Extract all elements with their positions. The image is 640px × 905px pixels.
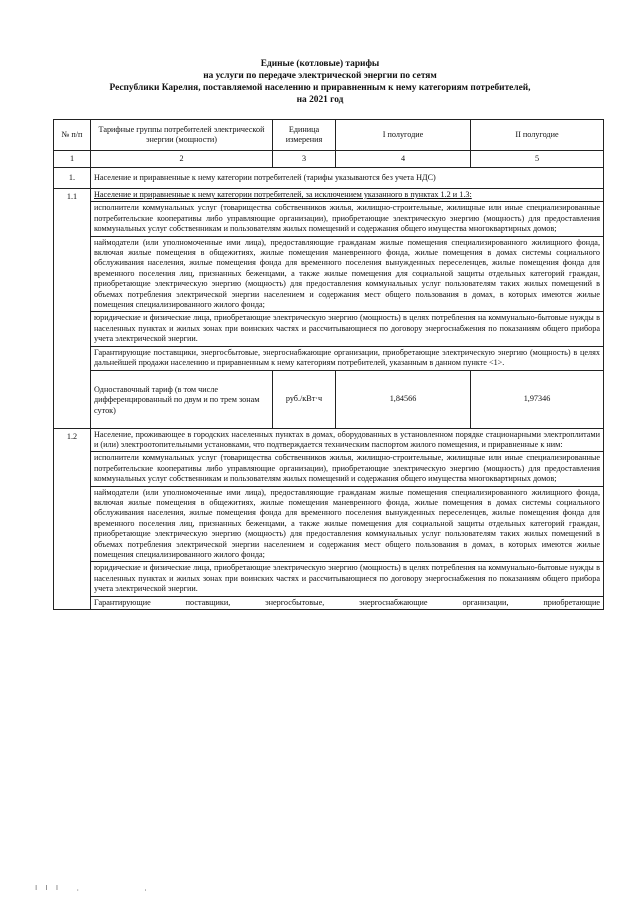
section-1-2-item-row bbox=[54, 596, 604, 609]
section-1-2-intro-text: Население, проживающее в городских населенных пунктах в домах, оборудованных в установленном порядке стационарными электроплитами и (или) электроотопительными установками, что подтверждается техническим паспортом жилого помещения, и приравненные к ним: bbox=[94, 429, 600, 449]
header-half1: I полугодие bbox=[336, 120, 471, 151]
section-1-1-intro-row bbox=[54, 189, 604, 202]
section-1-2-item-3: юридические и физические лица, приобретающие электрическую энергию (мощность) в целях потребления на коммунально-бытовые нужды в населенных пунктах и жилых зонах при воинских частях и рассчитывающиеся по договору энергоснабжения по показаниям общего прибора учета электрической энергии. bbox=[91, 562, 604, 596]
tariff-row bbox=[54, 370, 604, 428]
section-1-2-intro-row bbox=[54, 428, 604, 452]
column-number: 1 bbox=[54, 151, 91, 168]
section-1-1-num: 1.1 bbox=[54, 189, 91, 429]
section-1-1-item-3: юридические и физические лица, приобретающие электрическую энергию (мощность) в целях потребления на коммунально-бытовые нужды в населенных пунктах и жилых зонах при воинских частях и рассчитывающиеся по договору энергоснабжения по показаниям общего прибора учета электрической энергии. bbox=[91, 312, 604, 346]
title-line-2: на услуги по передаче электрической энергии по сетям bbox=[203, 71, 437, 81]
tariff-value-half1: 1,84566 bbox=[336, 370, 471, 428]
section-1-2-item-row bbox=[54, 486, 604, 562]
section-1-2-item-4: Гарантирующие поставщики, энергосбытовые, энергоснабжающие организации, приобретающие bbox=[91, 596, 604, 609]
section-1-num: 1. bbox=[54, 168, 91, 189]
column-number: 5 bbox=[471, 151, 604, 168]
column-number: 3 bbox=[273, 151, 336, 168]
tariff-label: Одноставочный тариф (в том числе дифференцированный по двум и по трем зонам суток) bbox=[91, 370, 273, 428]
header-num: № п/п bbox=[54, 120, 91, 151]
section-1-2-item-row bbox=[54, 562, 604, 596]
section-1-1-intro: Население и приравненные к нему категории потребителей, за исключением указанного в пунктах 1.2 и 1.3: bbox=[91, 189, 604, 202]
document-title bbox=[40, 58, 600, 106]
tariff-value-half2: 1,97346 bbox=[471, 370, 604, 428]
column-numbers-row bbox=[54, 151, 604, 168]
section-1-text: Население и приравненные к нему категории потребителей (тарифы указываются без учета НДС) bbox=[91, 168, 604, 189]
header-half2: II полугодие bbox=[471, 120, 604, 151]
section-1-2-intro bbox=[91, 428, 604, 452]
title-line-1: Единые (котловые) тарифы bbox=[260, 59, 380, 69]
header-group: Тарифные группы потребителей электрической энергии (мощности) bbox=[91, 120, 273, 151]
section-1-1-item-row bbox=[54, 346, 604, 370]
section-1-row bbox=[54, 168, 604, 189]
section-1-2-item-2: наймодатели (или уполномоченные ими лица), предоставляющие гражданам жилые помещения специализированного жилищного фонда, включая жилые помещения в общежитиях, жилые помещения маневренного фонда, жилые помещения в домах системы социального обслуживания населения, жилые помещения фонда для временного поселения вынужденных переселенцев, жилые помещения фонда для временного поселения лиц, признанных беженцами, а также жилые помещения для социальной защиты отдельных категорий граждан, приобретающие электрическую энергию (мощность) для предоставления коммунальных услуг пользователям таких жилых помещений в объемах потребления электрической энергии населением и содержания мест общего пользования в домах, в которых имеются жилые помещения специализированного жилого фонда; bbox=[91, 486, 604, 562]
column-number: 4 bbox=[336, 151, 471, 168]
scan-marks: ǀ ǀ ǀ ˌ ˌ bbox=[34, 884, 149, 892]
title-line-4: на 2021 год bbox=[296, 95, 344, 105]
header-unit: Единица измерения bbox=[273, 120, 336, 151]
section-1-2-num: 1.2 bbox=[54, 428, 91, 610]
table-header-row bbox=[54, 120, 604, 151]
section-1-2-item-row bbox=[54, 452, 604, 486]
column-number: 2 bbox=[91, 151, 273, 168]
section-1-2-item-1: исполнители коммунальных услуг (товарищества собственников жилья, жилищно-строительные, жилищные или иные специализированные потребительские кооперативы либо управляющие организации), приобретающие электрическую энергию (мощность) для предоставления коммунальных услуг собственникам и пользователям жилых помещений и содержания общего имущества многоквартирных домов; bbox=[91, 452, 604, 486]
section-1-1-item-1: исполнители коммунальных услуг (товарищества собственников жилья, жилищно-строительные, жилищные или иные специализированные потребительские кооперативы либо управляющие организации), приобретающие электрическую энергию (мощность) для предоставления коммунальных услуг собственникам и пользователям жилых помещений и содержания общего имущества многоквартирных домов; bbox=[91, 202, 604, 236]
section-1-1-item-4: Гарантирующие поставщики, энергосбытовые, энергоснабжающие организации, приобретающие электрическую энергию (мощность) в целях дальнейшей продажи населению и приравненным к нему категориям потребителей, указанным в данном пункте <1>. bbox=[91, 346, 604, 370]
section-1-1-item-row bbox=[54, 202, 604, 236]
tariff-table bbox=[53, 119, 604, 610]
section-1-1-item-row bbox=[54, 236, 604, 312]
tariff-unit: руб./кВт·ч bbox=[273, 370, 336, 428]
title-line-3: Республики Карелия, поставляемой населению и приравненным к нему категориям потребителей, bbox=[109, 83, 531, 93]
section-1-1-item-row bbox=[54, 312, 604, 346]
section-1-1-item-2: наймодатели (или уполномоченные ими лица), предоставляющие гражданам жилые помещения специализированного жилищного фонда, включая жилые помещения в общежитиях, жилые помещения маневренного фонда, жилые помещения в домах системы социального обслуживания населения, жилые помещения фонда для временного поселения вынужденных переселенцев, жилые помещения фонда для временного поселения лиц, признанных беженцами, а также жилые помещения для социальной защиты отдельных категорий граждан, приобретающие электрическую энергию (мощность) для предоставления коммунальных услуг пользователям таких жилых помещений в объемах потребления электрической энергии населением и содержания мест общего пользования в домах, в которых имеются жилые помещения специализированного жилого фонда; bbox=[91, 236, 604, 312]
